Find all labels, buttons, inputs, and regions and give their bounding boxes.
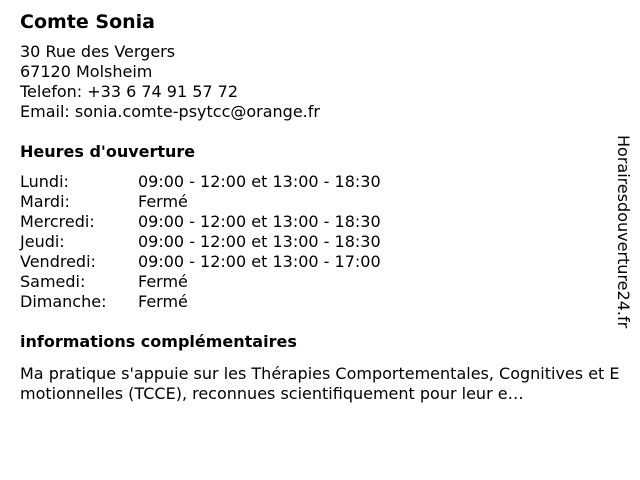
hours-day: Mercredi: bbox=[20, 212, 95, 231]
address-city: 67120 Molsheim bbox=[20, 62, 153, 81]
hours-time: 09:00 - 12:00 et 13:00 - 17:00 bbox=[138, 252, 381, 271]
info-description: Ma pratique s'appuie sur les Thérapies Comportementales, Cognitives et Emotionnelles (TCCE), reconnues scientifiquement pour leur e… bbox=[20, 364, 620, 403]
hours-day: Lundi: bbox=[20, 172, 69, 191]
hours-row-tuesday bbox=[20, 192, 610, 212]
hours-list bbox=[20, 172, 610, 312]
hours-row-sunday bbox=[20, 292, 610, 312]
hours-row-friday bbox=[20, 252, 610, 272]
business-card bbox=[20, 10, 620, 404]
business-name: Comte Sonia bbox=[20, 11, 155, 33]
phone-number: Telefon: +33 6 74 91 57 72 bbox=[20, 82, 239, 101]
hours-time: Fermé bbox=[138, 192, 188, 211]
hours-row-thursday bbox=[20, 232, 610, 252]
email-address: Email: sonia.comte-psytcc@orange.fr bbox=[20, 102, 320, 121]
hours-row-monday bbox=[20, 172, 610, 192]
hours-time: Fermé bbox=[138, 272, 188, 291]
hours-day: Mardi: bbox=[20, 192, 70, 211]
hours-time: 09:00 - 12:00 et 13:00 - 18:30 bbox=[138, 172, 381, 191]
hours-day: Jeudi: bbox=[20, 232, 65, 251]
hours-day: Samedi: bbox=[20, 272, 86, 291]
hours-day: Dimanche: bbox=[20, 292, 107, 311]
hours-row-saturday bbox=[20, 272, 610, 292]
hours-time: 09:00 - 12:00 et 13:00 - 18:30 bbox=[138, 212, 381, 231]
hours-heading: Heures d'ouverture bbox=[20, 142, 196, 161]
hours-time: 09:00 - 12:00 et 13:00 - 18:30 bbox=[138, 232, 381, 251]
hours-time: Fermé bbox=[138, 292, 188, 311]
site-watermark: Horairesdouverture24.fr bbox=[614, 135, 633, 329]
hours-day: Vendredi: bbox=[20, 252, 96, 271]
hours-row-wednesday bbox=[20, 212, 610, 232]
info-heading: informations complémentaires bbox=[20, 332, 297, 351]
address-street: 30 Rue des Vergers bbox=[20, 42, 176, 61]
